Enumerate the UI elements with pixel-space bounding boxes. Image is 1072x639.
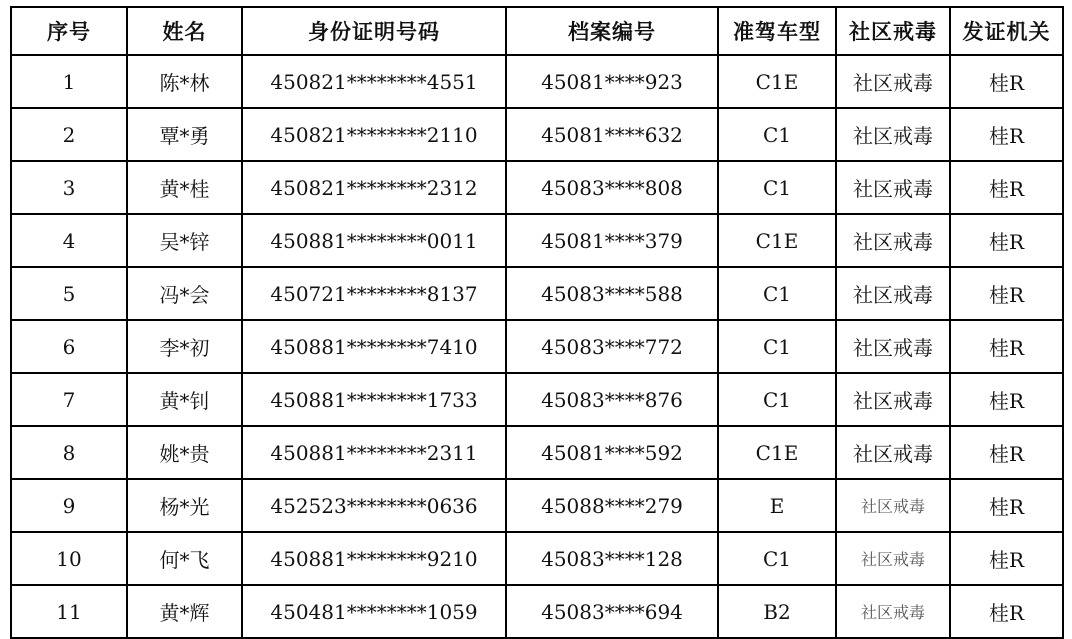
row-number: 9 [11, 479, 127, 532]
row-number: 4 [11, 214, 127, 267]
table-row [11, 161, 1063, 214]
person-name: 姚*贵 [127, 426, 242, 479]
header-id-number: 身份证明号码 [242, 7, 506, 55]
row-number: 11 [11, 585, 127, 638]
issuer: 桂R [950, 320, 1063, 373]
file-number: 45083****694 [506, 585, 718, 638]
table-row [11, 55, 1063, 108]
issuer: 桂R [950, 532, 1063, 585]
community-detox: 社区戒毒 [836, 585, 950, 638]
community-detox: 社区戒毒 [836, 55, 950, 108]
license-class: C1 [718, 320, 836, 373]
community-detox: 社区戒毒 [836, 373, 950, 426]
table-row [11, 267, 1063, 320]
license-class: B2 [718, 585, 836, 638]
file-number: 45081****379 [506, 214, 718, 267]
header-no: 序号 [11, 7, 127, 55]
header-community-detox: 社区戒毒 [836, 7, 950, 55]
id-number: 450881********7410 [242, 320, 506, 373]
id-number: 450881********2311 [242, 426, 506, 479]
community-detox: 社区戒毒 [836, 426, 950, 479]
header-name: 姓名 [127, 7, 242, 55]
row-number: 10 [11, 532, 127, 585]
issuer: 桂R [950, 108, 1063, 161]
header-license-class: 准驾车型 [718, 7, 836, 55]
id-number: 450821********2312 [242, 161, 506, 214]
person-name: 李*初 [127, 320, 242, 373]
table-row [11, 479, 1063, 532]
id-number: 450481********1059 [242, 585, 506, 638]
row-number: 5 [11, 267, 127, 320]
person-name: 陈*林 [127, 55, 242, 108]
license-class: C1 [718, 532, 836, 585]
community-detox: 社区戒毒 [836, 479, 950, 532]
community-detox: 社区戒毒 [836, 108, 950, 161]
id-number: 452523********0636 [242, 479, 506, 532]
row-number: 2 [11, 108, 127, 161]
id-number: 450721********8137 [242, 267, 506, 320]
license-class: C1 [718, 161, 836, 214]
license-class: C1E [718, 55, 836, 108]
community-detox: 社区戒毒 [836, 532, 950, 585]
license-class: C1 [718, 373, 836, 426]
person-name: 何*飞 [127, 532, 242, 585]
table-row [11, 373, 1063, 426]
community-detox: 社区戒毒 [836, 267, 950, 320]
header-issuer: 发证机关 [950, 7, 1063, 55]
license-class: E [718, 479, 836, 532]
file-number: 45083****588 [506, 267, 718, 320]
file-number: 45083****808 [506, 161, 718, 214]
id-number: 450881********9210 [242, 532, 506, 585]
person-name: 吴*锌 [127, 214, 242, 267]
issuer: 桂R [950, 267, 1063, 320]
issuer: 桂R [950, 214, 1063, 267]
table-row [11, 426, 1063, 479]
person-name: 冯*会 [127, 267, 242, 320]
file-number: 45083****772 [506, 320, 718, 373]
license-class: C1E [718, 426, 836, 479]
community-detox: 社区戒毒 [836, 214, 950, 267]
file-number: 45081****632 [506, 108, 718, 161]
id-number: 450881********1733 [242, 373, 506, 426]
community-detox: 社区戒毒 [836, 161, 950, 214]
table-row [11, 585, 1063, 638]
header-row [11, 7, 1063, 55]
id-number: 450881********0011 [242, 214, 506, 267]
file-number: 45083****128 [506, 532, 718, 585]
license-class: C1E [718, 214, 836, 267]
license-class: C1 [718, 267, 836, 320]
table-row [11, 214, 1063, 267]
row-number: 6 [11, 320, 127, 373]
file-number: 45081****592 [506, 426, 718, 479]
row-number: 1 [11, 55, 127, 108]
issuer: 桂R [950, 161, 1063, 214]
file-number: 45083****876 [506, 373, 718, 426]
table-row [11, 320, 1063, 373]
person-name: 黄*桂 [127, 161, 242, 214]
table-row [11, 108, 1063, 161]
file-number: 45088****279 [506, 479, 718, 532]
file-number: 45081****923 [506, 55, 718, 108]
issuer: 桂R [950, 479, 1063, 532]
id-number: 450821********4551 [242, 55, 506, 108]
issuer: 桂R [950, 373, 1063, 426]
id-number: 450821********2110 [242, 108, 506, 161]
header-file-number: 档案编号 [506, 7, 718, 55]
row-number: 7 [11, 373, 127, 426]
person-name: 杨*光 [127, 479, 242, 532]
issuer: 桂R [950, 585, 1063, 638]
row-number: 3 [11, 161, 127, 214]
community-detox: 社区戒毒 [836, 320, 950, 373]
issuer: 桂R [950, 55, 1063, 108]
person-name: 黄*辉 [127, 585, 242, 638]
person-name: 黄*钊 [127, 373, 242, 426]
row-number: 8 [11, 426, 127, 479]
license-table [10, 6, 1064, 639]
issuer: 桂R [950, 426, 1063, 479]
person-name: 覃*勇 [127, 108, 242, 161]
license-class: C1 [718, 108, 836, 161]
table-row [11, 532, 1063, 585]
